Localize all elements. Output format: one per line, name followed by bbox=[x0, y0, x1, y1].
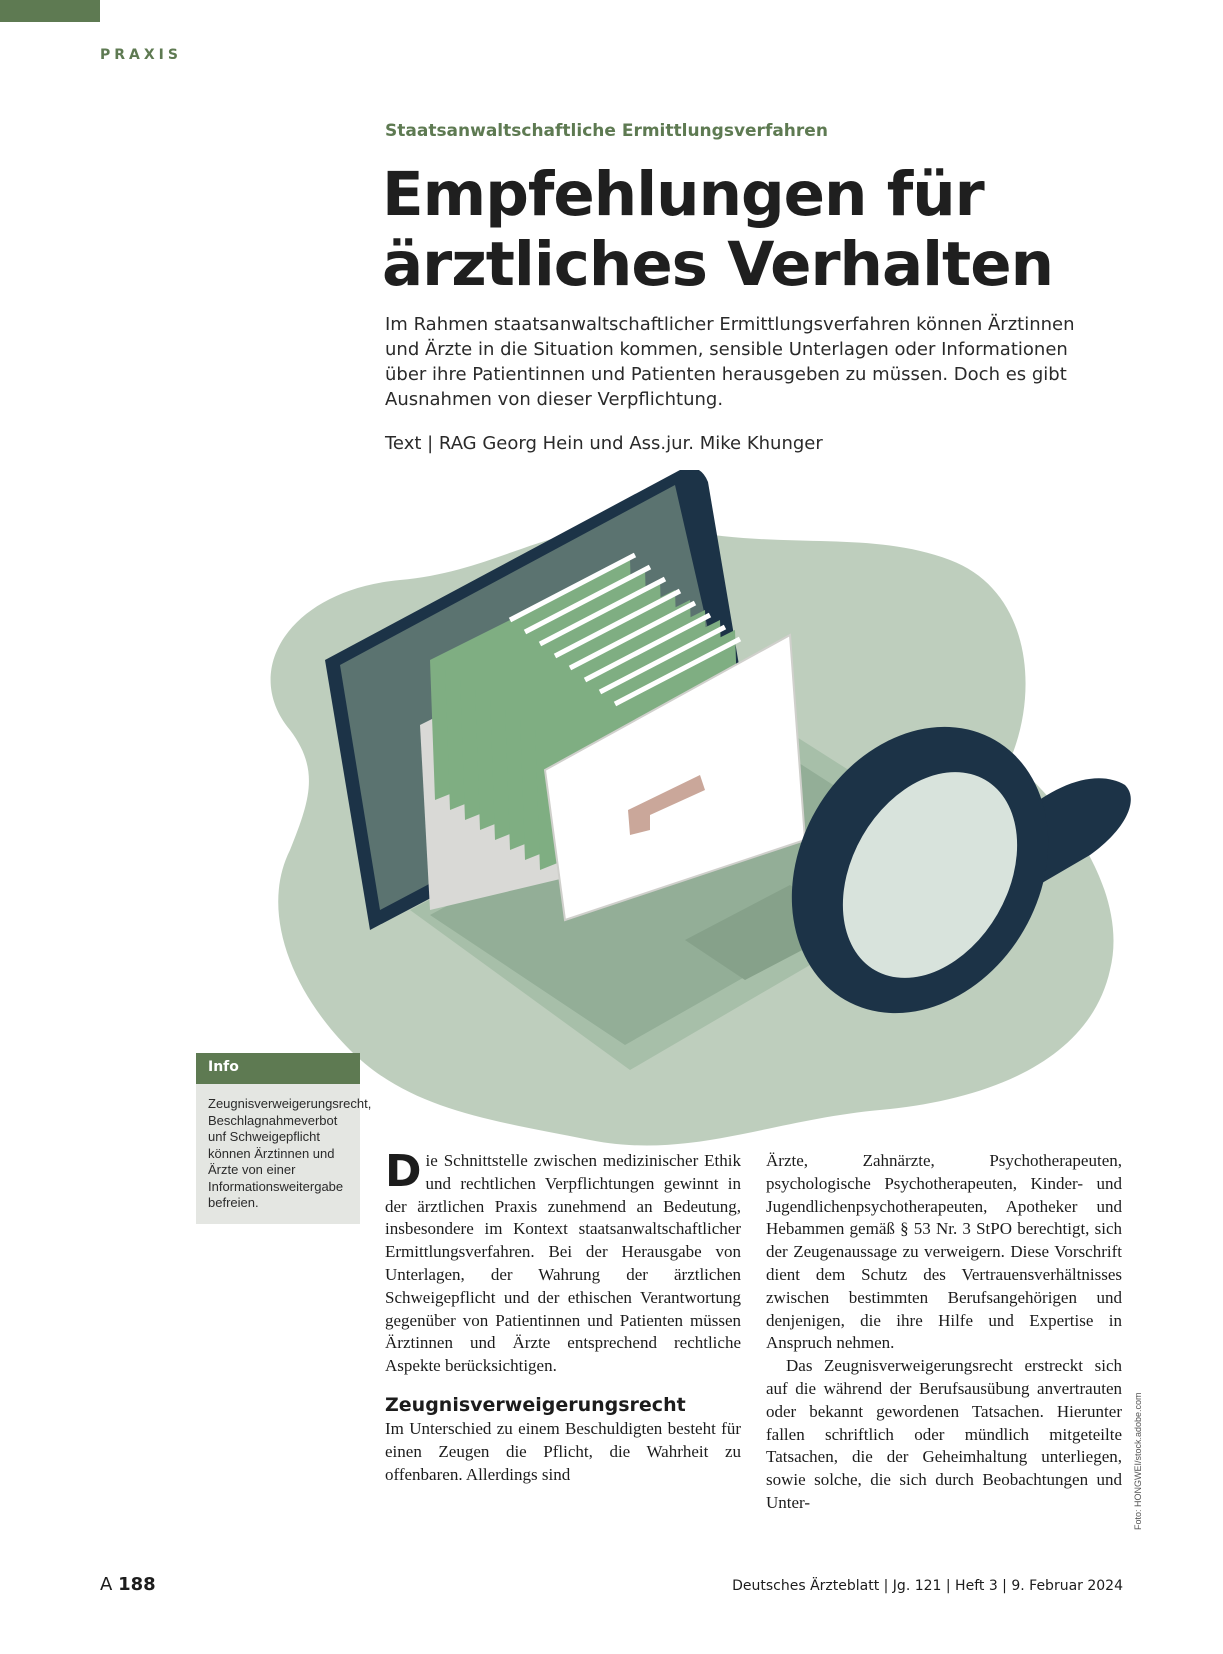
page-number-value: 188 bbox=[118, 1574, 156, 1595]
photo-credit: Foto: HONGWEI/stock.adobe.com bbox=[1133, 1392, 1143, 1530]
article-illustration bbox=[230, 470, 1223, 1170]
section-label: PRAXIS bbox=[100, 47, 182, 63]
article-title-line1: Empfehlungen für bbox=[382, 159, 984, 230]
article-byline: Text | RAG Georg Hein und Ass.jur. Mike Khunger bbox=[385, 433, 823, 454]
body-column-left bbox=[385, 1146, 741, 1486]
article-title bbox=[382, 160, 1142, 300]
subheading-zeugnisverweigerungsrecht: Zeugnisverweigerungsrecht bbox=[385, 1393, 686, 1416]
article-lead: Im Rahmen staatsanwaltschaftlicher Ermittlungsverfahren können Ärztinnen und Ärzte in die Situation kommen, sensible Unterlagen oder Informationen über ihre Patientinnen und Patienten herausgeben zu müssen. Doch es gibt Ausnahmen von dieser Verpflichtung. bbox=[385, 314, 1075, 410]
journal-reference: Deutsches Ärzteblatt | Jg. 121 | Heft 3 | 9. Februar 2024 bbox=[732, 1578, 1123, 1594]
body-paragraph-2: Im Unterschied zu einem Beschuldigten besteht für einen Zeugen die Pflicht, die Wahrheit zu offenbaren. Allerdings sind bbox=[385, 1418, 741, 1484]
drop-cap: D bbox=[385, 1146, 422, 1197]
page-prefix: A bbox=[100, 1574, 113, 1595]
article-kicker: Staatsanwaltschaftliche Ermittlungsverfahren bbox=[385, 121, 828, 141]
page-number bbox=[100, 1574, 156, 1595]
info-box-text: Zeugnisverweigerungsrecht, Beschlagnahmeverbot unf Schweigepflicht können Ärztinnen und Ärzte von einer Informationsweitergabe befreien. bbox=[208, 1096, 372, 1210]
article-title-line2: ärztliches Verhalten bbox=[382, 229, 1054, 300]
body-paragraph-1-text: ie Schnittstelle zwischen medizinischer Ethik und rechtlichen Verpflichtungen gewinnt in der ärztlichen Praxis zunehmend an Bedeutung, insbesondere im Kontext staatsanwaltschaftlicher Ermittlungsverfahren. Bei der Herausgabe von Unterlagen, der Wahrung der ärztlichen Schweigepflicht und der ethischen Verantwortung gegenüber von Patientinnen und Patienten müssen Ärztinnen und Ärzte entsprechend rechtliche Aspekte berücksichtigen. bbox=[385, 1151, 741, 1376]
body-paragraph-4: Das Zeugnisverweigerungsrecht erstreckt sich auf die während der Berufsausübung anvertrauten oder bekannt gewordenen Tatsachen. Hierunter fallen schriftlich oder mündlich mitgeteilte Tatsachen, die der Geheimhaltung unterliegen, sowie solche, die sich durch Beobachtungen und Unter- bbox=[766, 1356, 1122, 1512]
body-paragraph-3: Ärzte, Zahnärzte, Psychotherapeuten, psychologische Psychotherapeuten, Kinder- und Jugendlichenpsychotherapeuten, Apotheker und Hebammen gemäß § 53 Nr. 3 StPO berechtigt, sich der Zeugenaussage zu verweigern. Diese Vorschrift dient dem Schutz des Vertrauensverhältnisses zwischen bestimmten Berufsangehörigen und denjenigen, die ihre Hilfe und Expertise in Anspruch nehmen. bbox=[766, 1151, 1122, 1353]
body-column-right bbox=[766, 1150, 1122, 1515]
info-box-title: Info bbox=[196, 1053, 360, 1084]
body-paragraph-1 bbox=[385, 1146, 741, 1378]
top-accent-bar bbox=[0, 0, 100, 22]
info-box bbox=[196, 1053, 372, 1224]
